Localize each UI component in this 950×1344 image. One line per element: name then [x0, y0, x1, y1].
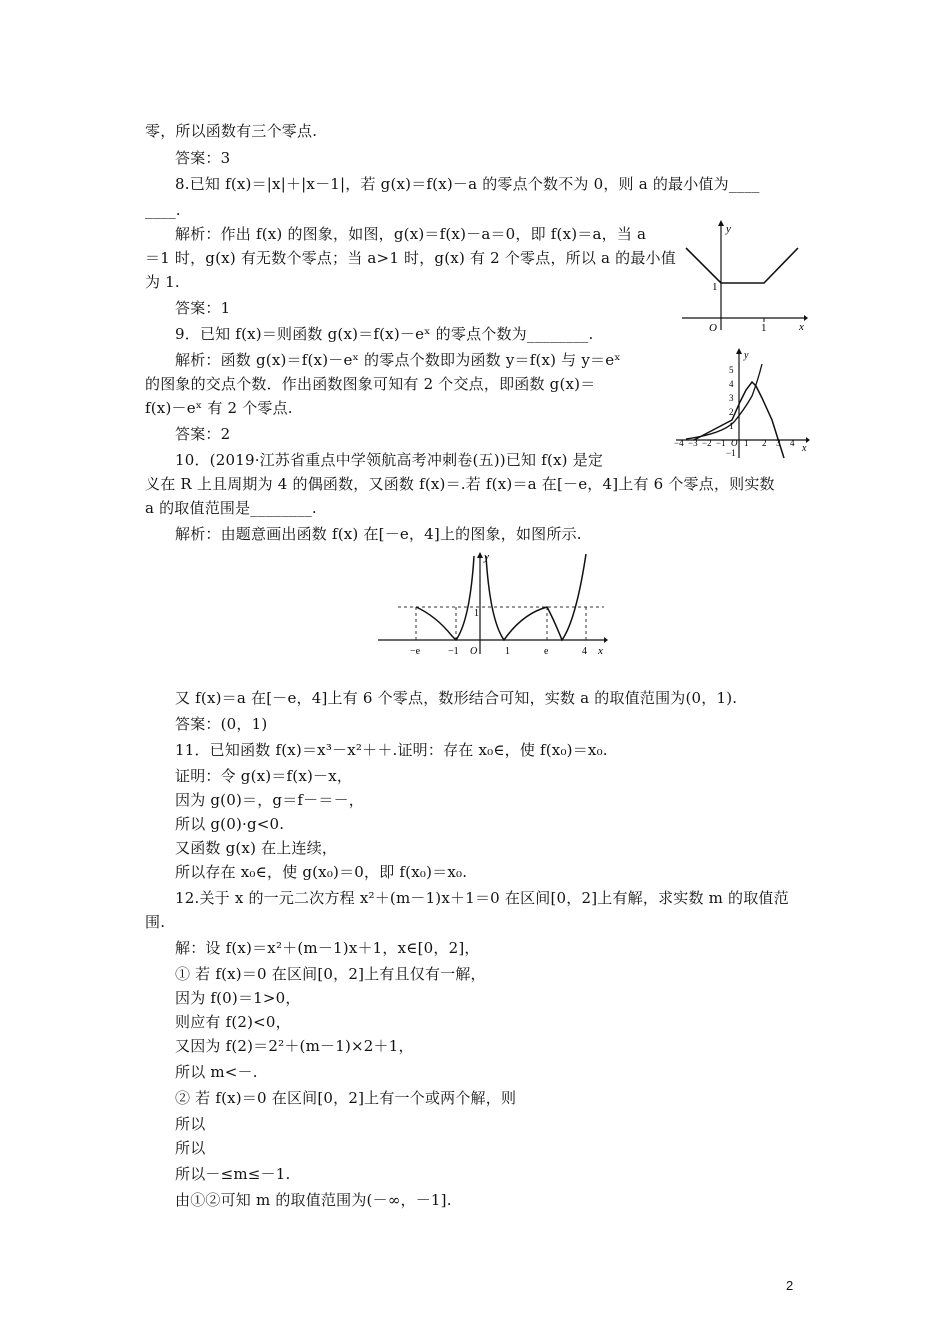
y-axis-label: y — [726, 223, 731, 235]
text-line: 解析：作出 f(x) 的图象，如图，g(x)＝f(x)－a＝0，即 f(x)＝a，当 a — [175, 225, 647, 243]
text-line: 解析：函数 g(x)＝f(x)－eˣ 的零点个数即为函数 y＝f(x) 与 y＝eˣ — [175, 351, 621, 369]
y-tick-label: −1 — [726, 448, 736, 458]
x-axis-arrow — [804, 315, 808, 321]
text-line: 所以 m<－. — [175, 1063, 258, 1081]
answer-line: 答案：(0，1) — [175, 715, 268, 733]
origin-label: O — [709, 322, 717, 334]
text-line: 所以 — [175, 1115, 206, 1133]
text-line: 解：设 f(x)＝x²＋(m－1)x＋1，x∈[0，2]， — [175, 939, 480, 957]
question-10: 10．(2019·江苏省重点中学领航高考冲刺卷(五))已知 f(x) 是定 — [175, 451, 604, 469]
x-axis-arrow — [806, 437, 810, 443]
origin-label: O — [731, 438, 738, 448]
question-9: 9．已知 f(x)＝则函数 g(x)＝f(x)－eˣ 的零点个数为________. — [175, 325, 594, 343]
page-number: 2 — [786, 1278, 794, 1293]
text-line: 又函数 g(x) 在上连续， — [175, 839, 338, 857]
text-line: ＝1 时，g(x) 有无数个零点；当 a>1 时，g(x) 有 2 个零点，所以 a 的最小值 — [145, 249, 676, 267]
x-tick-label: 3 — [776, 438, 781, 448]
y-tick-label: 4 — [729, 379, 734, 389]
figure-periodic-function — [376, 550, 616, 658]
x-tick-label: −3 — [688, 438, 698, 448]
x-axis-label: x — [799, 321, 804, 333]
question-12: 12.关于 x 的一元二次方程 x²＋(m－1)x＋1＝0 在区间[0，2]上有解，求实数 m 的取值范 — [175, 889, 789, 907]
y-tick-label: 1 — [712, 281, 718, 293]
x-tick-label: 1 — [761, 322, 767, 334]
text-line: 因为 g(0)＝，g＝f－＝－， — [175, 791, 364, 809]
function-curve-right — [486, 554, 586, 640]
figure-exp-intersection — [672, 346, 812, 464]
text-line: 围. — [145, 913, 166, 931]
origin-label: O — [470, 646, 478, 657]
text-line: 所以 — [175, 1139, 206, 1157]
y-axis-arrow — [477, 552, 483, 558]
y-axis-label: y — [484, 551, 489, 563]
text-line: 的图象的交点个数．作出函数图象可知有 2 个交点，即函数 g(x)＝ — [145, 375, 596, 393]
answer-line: 答案：1 — [175, 299, 231, 317]
text-line: 为 1. — [145, 273, 180, 291]
text-line: 则应有 f(2)<0， — [175, 1013, 291, 1031]
function-curve — [686, 248, 798, 283]
x-tick-label: −e — [410, 646, 421, 657]
text-line: 所以 g(0)·g<0. — [175, 815, 285, 833]
exp-curve — [686, 364, 762, 439]
x-tick-label: 1 — [744, 438, 749, 448]
answer-line: 答案：3 — [175, 149, 231, 167]
text-line: 证明：令 g(x)＝f(x)－x， — [175, 767, 353, 785]
text-line: a 的取值范围是________. — [145, 499, 317, 517]
text-line: 解析：由题意画出函数 f(x) 在[－e，4]上的图象，如图所示. — [175, 525, 582, 543]
x-tick-label: −1 — [448, 646, 459, 657]
function-curve-left — [416, 556, 474, 640]
x-tick-label: 2 — [762, 438, 767, 448]
y-tick-label: 1 — [474, 608, 479, 619]
x-tick-label: 4 — [790, 438, 795, 448]
x-tick-label: −2 — [702, 438, 712, 448]
x-tick-label: −1 — [716, 438, 726, 448]
text-line: 所以存在 x₀∈，使 g(x₀)＝0，即 f(x₀)＝x₀. — [175, 863, 468, 881]
y-tick-label: 1 — [729, 421, 734, 431]
x-axis-label: x — [598, 645, 603, 657]
y-axis-arrow — [736, 348, 742, 354]
y-tick-label: 2 — [729, 407, 734, 417]
text-line: 所以－≤m≤－1. — [175, 1165, 291, 1183]
text-line: 零，所以函数有三个零点. — [145, 122, 318, 140]
y-axis-arrow — [718, 220, 724, 226]
y-axis-label: y — [744, 350, 749, 361]
x-axis-arrow — [604, 637, 608, 643]
x-axis-label: x — [802, 443, 807, 454]
y-tick-label: 5 — [729, 365, 734, 375]
x-tick-label: 1 — [505, 646, 510, 657]
text-line: 因为 f(0)＝1>0， — [175, 989, 301, 1007]
figure-abs-function — [678, 218, 808, 336]
answer-line: 答案：2 — [175, 425, 231, 443]
text-line: 由①②可知 m 的取值范围为(－∞，－1]. — [175, 1191, 452, 1209]
y-tick-label: 3 — [729, 393, 734, 403]
question-8: 8.已知 f(x)＝|x|＋|x－1|，若 g(x)＝f(x)－a 的零点个数不为 0，则 a 的最小值为____ — [175, 175, 760, 193]
question-11: 11．已知函数 f(x)＝x³－x²＋＋.证明：存在 x₀∈，使 f(x₀)＝x₀. — [175, 741, 608, 759]
x-tick-label: 4 — [582, 646, 587, 657]
text-line: ② 若 f(x)＝0 在区间[0，2]上有一个或两个解，则 — [175, 1089, 517, 1107]
x-tick-label: −4 — [674, 438, 684, 448]
text-line: 义在 R 上且周期为 4 的偶函数，又函数 f(x)＝.若 f(x)＝a 在[－e，4]上有 6 个零点，则实数 — [145, 475, 775, 493]
text-line: f(x)－eˣ 有 2 个零点. — [145, 399, 293, 417]
text-line: ① 若 f(x)＝0 在区间[0，2]上有且仅有一解， — [175, 965, 486, 983]
text-line: 又因为 f(2)＝2²＋(m－1)×2＋1， — [175, 1037, 414, 1055]
text-line: ____. — [145, 201, 181, 219]
x-tick-label: e — [544, 646, 549, 657]
text-line: 又 f(x)＝a 在[－e，4]上有 6 个零点，数形结合可知，实数 a 的取值范围为(0，1). — [175, 689, 738, 707]
